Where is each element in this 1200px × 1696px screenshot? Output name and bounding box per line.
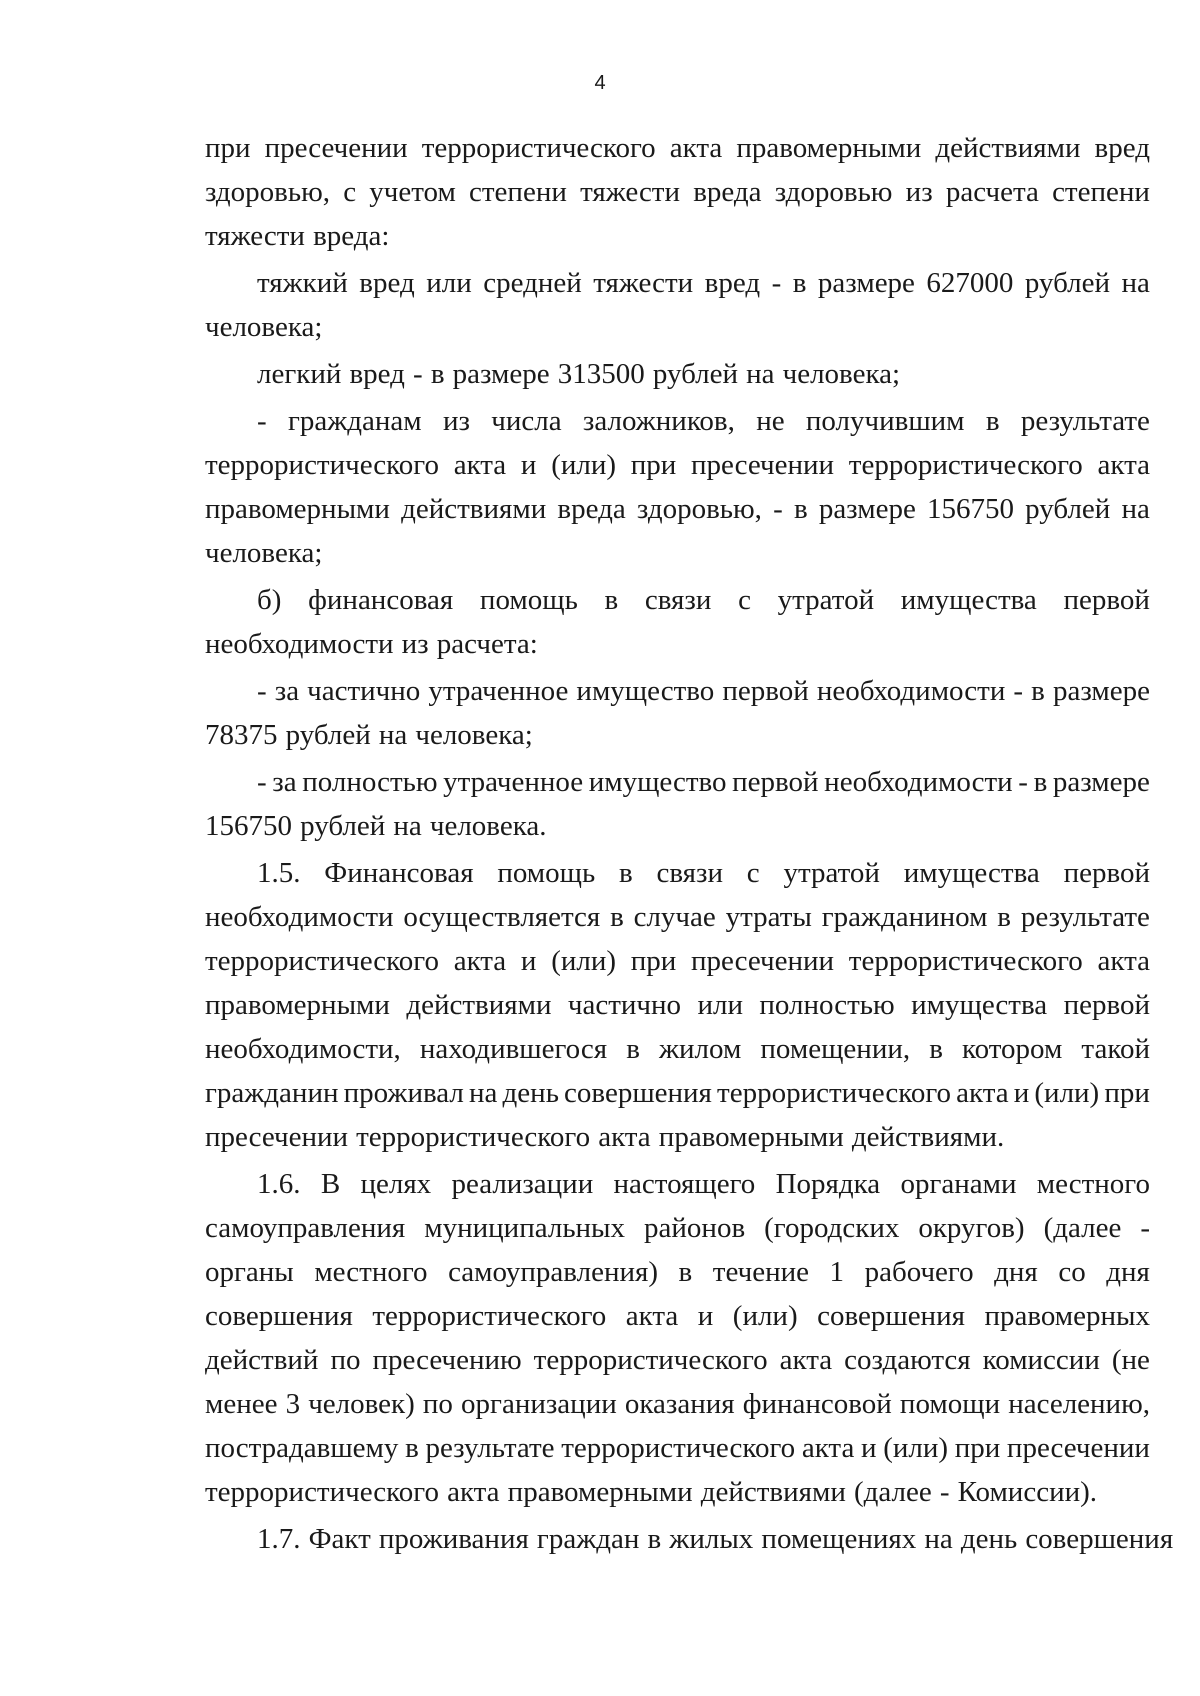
text-line: гражданин проживал на день совершения террористического акта и (или) при [205,1077,1150,1109]
text-line: правомерными действиями вреда здоровью, - в размере 156750 рублей на [205,493,1150,525]
paragraph [205,399,1150,575]
paragraph [205,352,1150,396]
text-line: необходимости из расчета: [205,628,538,660]
text-line: 78375 рублей на человека; [205,719,533,751]
page-number: 4 [594,72,606,94]
text-line: тяжести вреда: [205,220,390,252]
text-line: человека; [205,311,323,343]
text-line: 1.7. Факт проживания граждан в жилых помещениях на день совершения [257,1523,1174,1555]
text-line: пострадавшему в результате террористического акта и (или) при пресечении [205,1432,1150,1464]
paragraph [205,851,1150,1159]
text-line: необходимости, находившегося в жилом помещении, в котором такой [205,1033,1150,1065]
text-line: действий по пресечению террористического акта создаются комиссии (не [205,1344,1150,1376]
text-line: - гражданам из числа заложников, не получившим в результате [257,405,1150,437]
text-line: менее 3 человек) по организации оказания финансовой помощи населению, [205,1388,1150,1420]
text-line: - за частично утраченное имущество первой необходимости - в размере [257,675,1150,707]
paragraph [205,126,1150,258]
text-line: 156750 рублей на человека. [205,810,547,842]
text-line: человека; [205,537,323,569]
text-line: при пресечении террористического акта правомерными действиями вред [205,132,1150,164]
text-line: необходимости осуществляется в случае утраты гражданином в результате [205,901,1150,933]
paragraph [205,1162,1150,1514]
document-body [205,126,1174,1564]
paragraph [205,760,1150,848]
paragraph [205,669,1150,757]
text-line: 1.6. В целях реализации настоящего Порядка органами местного [257,1168,1150,1200]
paragraph [205,1517,1174,1561]
text-line: пресечении террористического акта правомерными действиями. [205,1121,1005,1153]
text-line: совершения террористического акта и (или) совершения правомерных [205,1300,1150,1332]
text-line: самоуправления муниципальных районов (городских округов) (далее - [205,1212,1150,1244]
text-line: - за полностью утраченное имущество первой необходимости - в размере [257,766,1150,798]
text-line: правомерными действиями частично или полностью имущества первой [205,989,1150,1021]
text-line: органы местного самоуправления) в течение 1 рабочего дня со дня [205,1256,1150,1288]
text-line: легкий вред - в размере 313500 рублей на человека; [257,358,901,390]
text-line: тяжкий вред или средней тяжести вред - в размере 627000 рублей на [257,267,1150,299]
text-line: террористического акта и (или) при пресечении террористического акта [205,449,1150,481]
paragraph [205,578,1150,666]
text-line: здоровью, с учетом степени тяжести вреда здоровью из расчета степени [205,176,1150,208]
text-line: б) финансовая помощь в связи с утратой имущества первой [257,584,1150,616]
text-line: террористического акта и (или) при пресечении террористического акта [205,945,1150,977]
text-line: террористического акта правомерными действиями (далее - Комиссии). [205,1476,1098,1508]
paragraph [205,261,1150,349]
text-line: 1.5. Финансовая помощь в связи с утратой имущества первой [257,857,1150,889]
